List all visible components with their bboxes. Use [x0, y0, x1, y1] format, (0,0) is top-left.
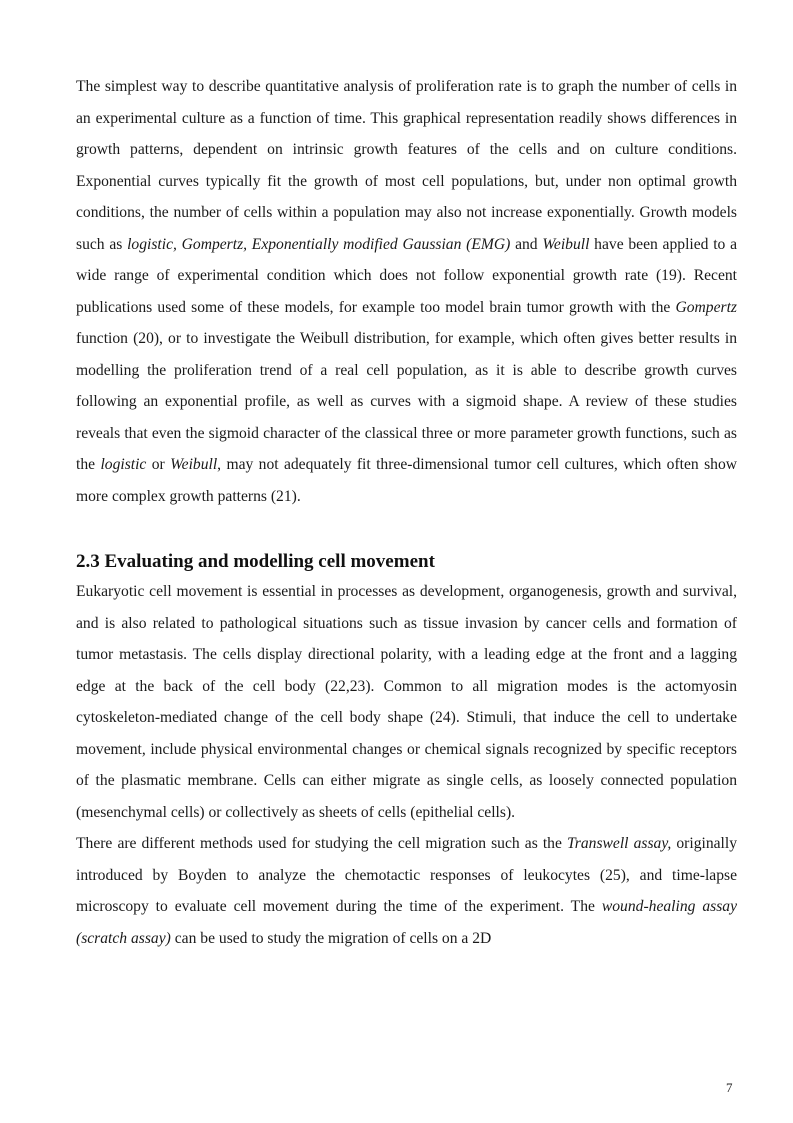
text-run: Eukaryotic cell movement is essential in processes as development, organogenesis, growth and survival, and is also related to pathological situations such as tissue invasion by cancer cells and formation of tumor metastasis. The cells display directional polarity, with a leading edge at the front and a lagging edge at the back of the cell body (22,23). Common to all migration modes is the actomyosin cytoskeleton-mediated change of the cell body shape (24). Stimuli, that induce the cell to undertake movement, include physical environmental changes or chemical signals recognized by specific receptors of the plasmatic membrane. Cells can either migrate as single cells, as loosely connected population (mesenchymal cells) or collectively as sheets of cells (epithelial cells). — [76, 583, 737, 821]
italic-term: Weibull — [542, 235, 590, 253]
text-run: function (20), or to investigate the Weibull distribution, for example, which often gives better results in modelling the proliferation trend of a real cell population, as it is able to describe growth curves following an exponential profile, as well as curves with a sigmoid shape. A review of these studies reveals that even the sigmoid character of the classical three or more parameter growth functions, such as the — [76, 330, 737, 473]
text-run: The simplest way to describe quantitative analysis of proliferation rate is to graph the number of cells in an experimental culture as a function of time. This graphical representation readily shows differences in growth patterns, dependent on intrinsic growth features of the cells and on culture conditions. Exponential curves typically fit the growth of most cell populations, but, under non optimal growth conditions, the number of cells within a population may also not increase exponentially. Growth models such as — [76, 78, 737, 253]
section-gap — [76, 512, 737, 548]
text-run: and — [510, 235, 543, 253]
italic-term: wound-healing assay (scratch assay) — [76, 898, 737, 947]
italic-term: logistic, Gompertz, Exponentially modified Gaussian (EMG) — [127, 235, 511, 253]
section-heading: 2.3 Evaluating and modelling cell movement — [76, 551, 435, 572]
text-run: can be used to study the migration of cells on a 2D — [170, 929, 492, 947]
italic-term: Gompertz — [675, 298, 737, 316]
paragraph-proliferation — [76, 71, 737, 512]
page-number: 7 — [726, 1080, 733, 1095]
text-run: or — [146, 456, 171, 473]
text-run: , may not adequately fit three-dimensional tumor cell cultures, which often show more complex growth patterns (21). — [76, 456, 737, 505]
text-run: There are different methods used for studying the cell migration such as the — [76, 835, 567, 852]
italic-term: Transwell assay, — [566, 835, 672, 852]
text-run: originally introduced by Boyden to analyze the chemotactic responses of leukocytes (25), and time-lapse microscopy to evaluate cell movement during the time of the experiment. The — [76, 835, 738, 915]
text-run: have been applied to a wide range of experimental condition which does not follow exponential growth rate (19). Recent publications used some of these models, for example too model brain tumor growth with the — [76, 235, 737, 316]
paragraph-migration-methods — [76, 828, 737, 954]
paragraph-cell-movement — [76, 576, 737, 828]
italic-term: logistic — [100, 456, 147, 473]
italic-term: Weibull — [170, 456, 218, 473]
page-body — [76, 71, 737, 954]
